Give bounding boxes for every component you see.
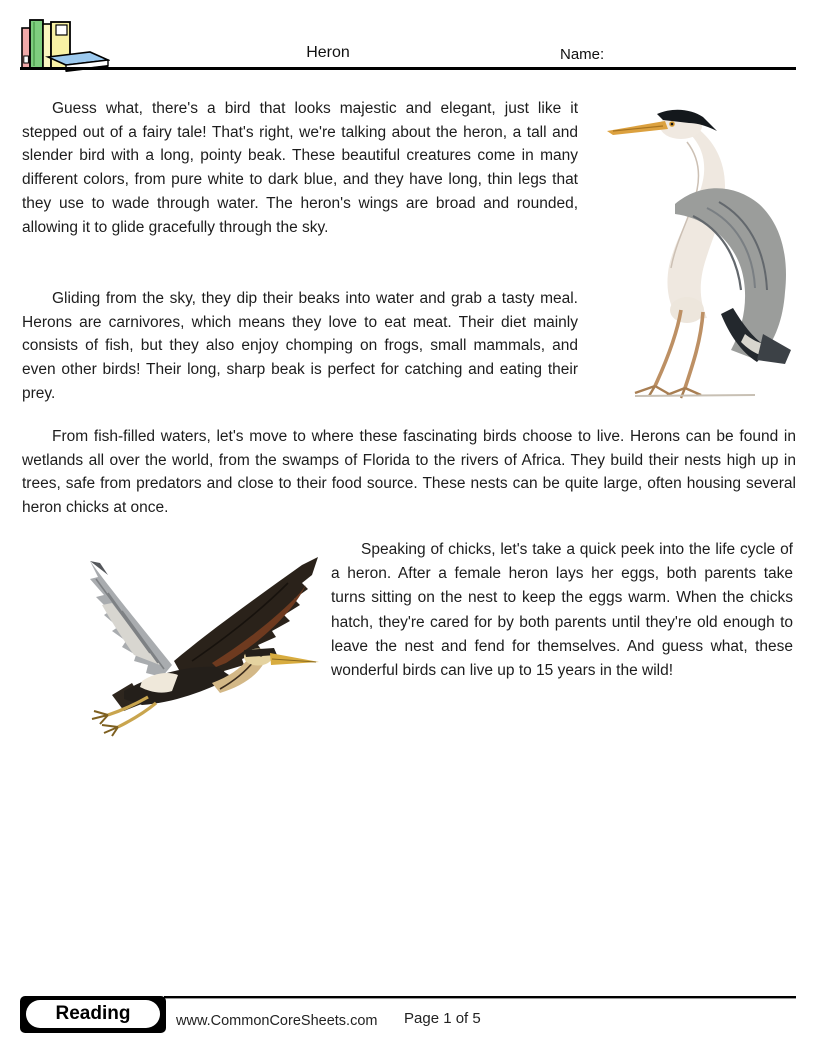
page-title: Heron <box>306 44 350 61</box>
page-indicator: Page 1 of 5 <box>404 1010 481 1027</box>
standing-heron-image <box>605 98 795 400</box>
passage-paragraph-1: Guess what, there's a bird that looks majestic and elegant, just like it stepped out of a fairy tale! That's right, we're talking about the heron, a tall and slender bird with a long, pointy beak. These beautiful creatures come in many different colors, from pure white to dark blue, and they have long, thin legs that they use to wade through water. The heron's wings are broad and rounded, allowing it to glide gracefully through the sky. <box>22 100 578 236</box>
passage-paragraph-4: Speaking of chicks, let's take a quick peek into the life cycle of a heron. After a female heron lays her eggs, both parents take turns sitting on the nest to keep the eggs warm. When the chicks hatch, they're cared for by both parents until they're old enough to leave the nest and fend for themselves. And guess what, these wonderful birds can live up to 15 years in the wild! <box>331 541 793 680</box>
name-label: Name: <box>560 46 605 63</box>
passage-paragraph-3: From fish-filled waters, let's move to where these fascinating birds choose to live. Herons can be found in wetlands all over the world, from the swamps of Florida to the rivers of Africa. They build their nests high up in trees, safe from predators and close to their food source. These nests can be quite large, often housing several heron chicks at once. <box>22 428 796 517</box>
header-rule <box>20 67 796 70</box>
books-logo-icon <box>18 10 110 72</box>
flying-heron-image <box>12 533 327 745</box>
subject-badge <box>20 996 166 1033</box>
subject-badge-label: Reading <box>26 1000 160 1028</box>
website-text: www.CommonCoreSheets.com <box>176 1013 378 1029</box>
passage-paragraph-2: Gliding from the sky, they dip their beaks into water and grab a tasty meal. Herons are carnivores, which means they love to eat meat. Their diet mainly consists of fish, but they also enjoy chomping on frogs, small mammals, and even other birds! Their long, sharp beak is perfect for catching and eating their prey. <box>22 290 578 402</box>
footer-rule <box>164 996 796 999</box>
